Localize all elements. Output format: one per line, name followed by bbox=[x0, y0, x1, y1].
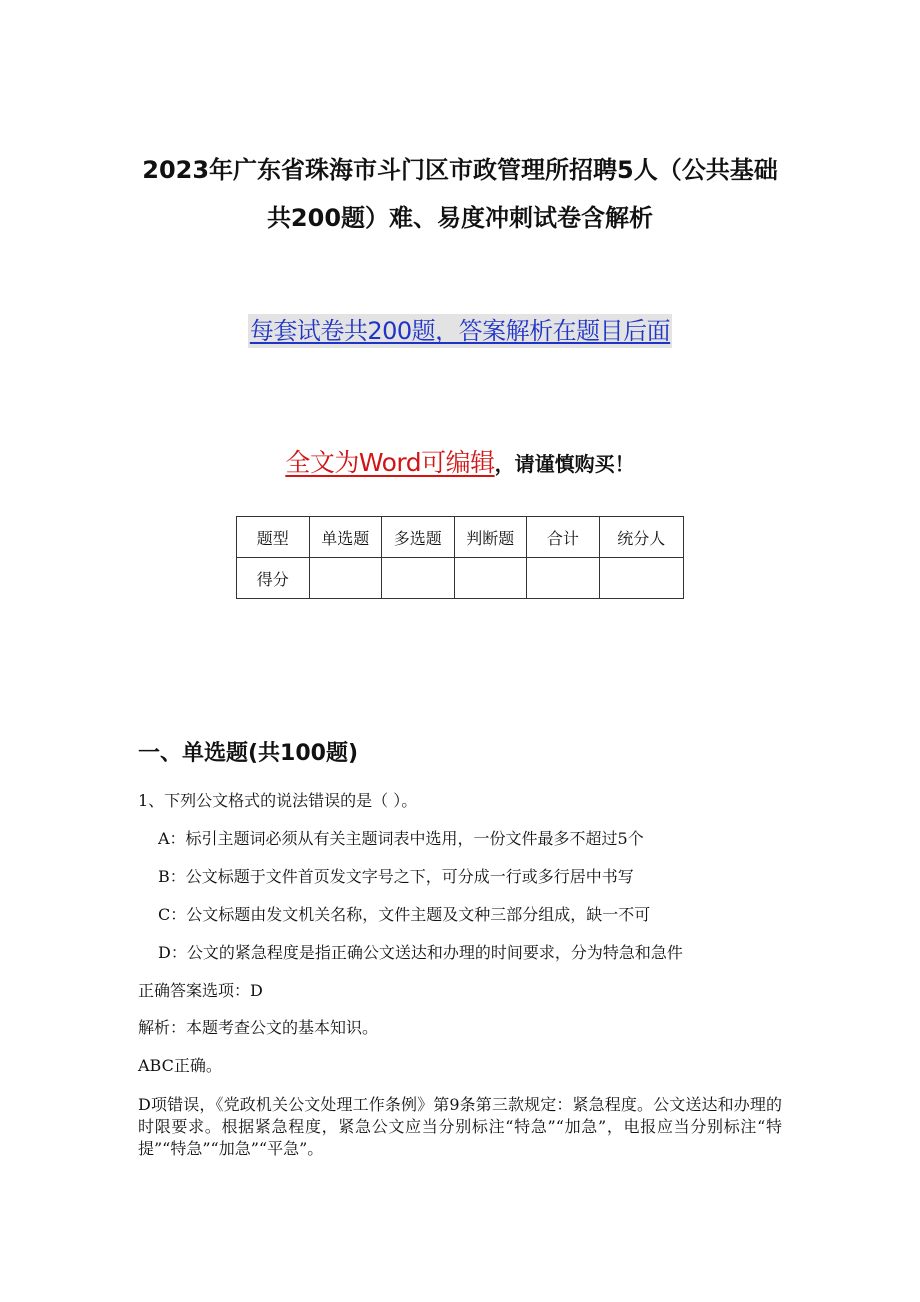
header-cell-multiple-choice: 多选题 bbox=[382, 517, 455, 558]
score-cell bbox=[454, 558, 527, 599]
correct-answer: 正确答案选项：D bbox=[138, 981, 263, 1000]
score-table-score-row bbox=[237, 558, 684, 599]
document-title-line-1: 2023年广东省珠海市斗门区市政管理所招聘5人（公共基础 bbox=[142, 156, 778, 184]
option-c: C：公文标题由发文机关名称，文件主题及文种三部分组成，缺一不可 bbox=[158, 905, 651, 924]
score-cell bbox=[309, 558, 382, 599]
section-heading: 一、单选题(共100题) bbox=[138, 741, 359, 766]
score-cell bbox=[527, 558, 600, 599]
notice-text[interactable]: 每套试卷共200题，答案解析在题目后面 bbox=[248, 314, 672, 348]
option-d: D：公文的紧急程度是指正确公文送达和办理的时间要求，分为特急和急件 bbox=[158, 943, 683, 962]
header-cell-true-false: 判断题 bbox=[454, 517, 527, 558]
document-title-line-2: 共200题）难、易度冲刺试卷含解析 bbox=[266, 204, 654, 232]
score-cell bbox=[599, 558, 683, 599]
header-cell-grader: 统分人 bbox=[599, 517, 683, 558]
header-cell-type: 题型 bbox=[237, 517, 310, 558]
score-cell bbox=[382, 558, 455, 599]
option-d-explanation: D项错误，《党政机关公文处理工作条例》第9条第三款规定：紧急程度。公文送达和办理的时限要求。根据紧急程度，紧急公文应当分别标注“特急”“加急”，电报应当分别标注“特提”“特急”“加急”“平急”。 bbox=[138, 1095, 782, 1158]
word-editable-notice bbox=[0, 443, 920, 479]
score-table bbox=[236, 516, 684, 599]
option-a: A：标引主题词必须从有关主题词表中选用，一份文件最多不超过5个 bbox=[158, 829, 644, 848]
abc-note: ABC正确。 bbox=[138, 1056, 222, 1075]
purchase-warning: ，请谨慎购买！ bbox=[494, 452, 635, 476]
word-editable-link[interactable]: 全文为Word可编辑 bbox=[285, 448, 495, 477]
header-cell-total: 合计 bbox=[527, 517, 600, 558]
header-cell-single-choice: 单选题 bbox=[309, 517, 382, 558]
option-b: B：公文标题于文件首页发文字号之下，可分成一行或多行居中书写 bbox=[158, 867, 634, 886]
score-row-label: 得分 bbox=[237, 558, 310, 599]
notice-banner bbox=[0, 314, 920, 348]
analysis-text: 解析：本题考查公文的基本知识。 bbox=[138, 1018, 379, 1037]
question-stem: 1、下列公文格式的说法错误的是（ ）。 bbox=[138, 791, 418, 810]
score-table-header-row bbox=[237, 517, 684, 558]
